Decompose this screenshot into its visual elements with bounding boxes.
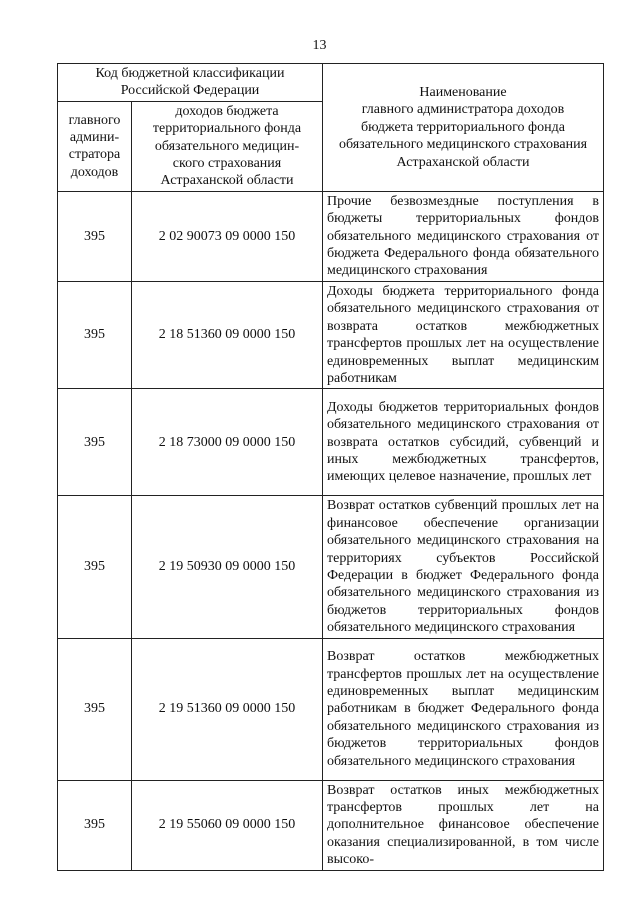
budget-code-cell: 2 18 73000 09 0000 150 [132, 389, 323, 496]
table-row [58, 191, 604, 281]
header-name-line: Наименование [419, 84, 507, 100]
header-code-line: ского страхования [172, 156, 282, 172]
table-row [58, 638, 604, 780]
header-code-line: Астраханской области [160, 173, 294, 189]
page-number: 13 [312, 38, 327, 53]
revenue-name-cell: Возврат остатков межбюджетных трансфертов прошлых лет на осуществление единовременных выплат медицинским работникам в бюджет Федерального фонда обязательного медицинского страхования из бюджетов территориальных фондов обязательного медицинского страхования [323, 638, 604, 780]
header-code-line: обязательного медицин- [154, 138, 300, 154]
budget-classification-table [57, 63, 604, 871]
table-row [58, 780, 604, 870]
admin-code-cell: 395 [58, 281, 132, 388]
admin-code-cell: 395 [58, 191, 132, 281]
admin-code-cell: 395 [58, 638, 132, 780]
header-fund-revenues [132, 101, 323, 191]
header-admin-name [323, 64, 604, 192]
header-code-line: территориального фонда [152, 121, 302, 137]
header-name-line: бюджета территориального фонда [361, 119, 565, 135]
header-code-line: доходов бюджета [175, 103, 279, 119]
admin-code-cell: 395 [58, 496, 132, 638]
budget-code-cell: 2 19 50930 09 0000 150 [132, 496, 323, 638]
header-chief-admin [58, 101, 132, 191]
revenue-name-cell: Доходы бюджетов территориальных фондов обязательного медицинского страхования от возврата остатков субсидий, субвенций и иных межбюджетных трансфертов, имеющих целевое назначение, прошлых лет [323, 389, 604, 496]
header-name-line: главного администратора доходов [361, 102, 565, 118]
header-name-line: обязательного медицинского страхования [338, 137, 588, 153]
header-budget-classification [58, 64, 323, 102]
header-admin-line: доходов [70, 164, 119, 180]
header-group-line: Код бюджетной классификации [95, 66, 285, 81]
admin-code-cell: 395 [58, 389, 132, 496]
header-admin-line: стратора [68, 147, 121, 163]
revenue-name-cell: Доходы бюджета территориального фонда обязательного медицинского страхования от возврата остатков межбюджетных трансфертов прошлых лет на осуществление единовременных выплат медицинским работникам [323, 281, 604, 388]
revenue-name-cell: Прочие безвозмездные поступления в бюджеты территориальных фондов обязательного медицинского страхования от бюджета Федерального фонда обязательного медицинского страхования [323, 191, 604, 281]
revenue-name-cell: Возврат остатков иных межбюджетных трансфертов прошлых лет на дополнительное финансовое обеспечение оказания специализированной, в том числе высоко- [323, 780, 604, 870]
header-admin-line: главного [68, 112, 121, 128]
budget-code-cell: 2 18 51360 09 0000 150 [132, 281, 323, 388]
table-row [58, 496, 604, 638]
table-row [58, 389, 604, 496]
admin-code-cell: 395 [58, 780, 132, 870]
header-admin-line: админи- [69, 129, 120, 145]
budget-code-cell: 2 19 55060 09 0000 150 [132, 780, 323, 870]
header-group-line: Российской Федерации [120, 83, 260, 99]
table-row [58, 281, 604, 388]
budget-code-cell: 2 19 51360 09 0000 150 [132, 638, 323, 780]
header-name-line: Астраханской области [396, 154, 530, 170]
revenue-name-cell: Возврат остатков субвенций прошлых лет на финансовое обеспечение организации обязательного медицинского страхования на территориях субъектов Российской Федерации в бюджет Федерального фонда обязательного медицинского страхования из бюджетов территориальных фондов обязательного медицинского страхования [323, 496, 604, 638]
table-header-row-1 [58, 64, 604, 102]
budget-code-cell: 2 02 90073 09 0000 150 [132, 191, 323, 281]
